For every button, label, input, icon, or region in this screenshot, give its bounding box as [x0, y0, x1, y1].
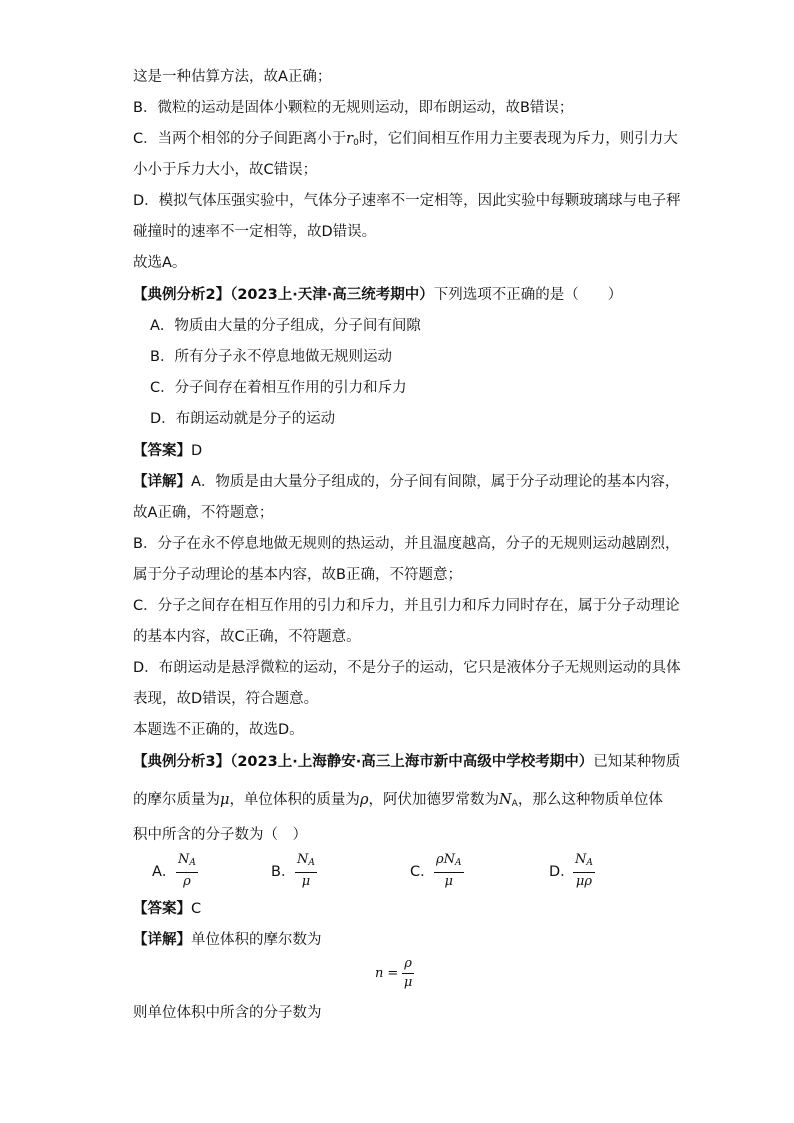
fraction-denominator: μ	[403, 975, 413, 990]
fraction-bar	[295, 872, 317, 873]
math-r: r	[346, 131, 354, 147]
fraction-bar	[176, 872, 198, 873]
fraction	[434, 852, 464, 890]
example-label: 【典例分析3】（2023上·上海静安·高三上海市新中高级中学校考期中）	[133, 754, 594, 770]
example-label: 【典例分析2】（2023上·天津·高三统考期中）	[133, 287, 434, 303]
fraction-numerator: ρN	[436, 852, 456, 867]
fraction-denominator: ρ	[183, 874, 191, 889]
question-line	[133, 790, 663, 814]
detail-text: A．物质是由大量分子组成的，分子间有间隙，属于分子动理论的基本内容，	[191, 474, 680, 490]
fraction-numerator: N	[297, 852, 309, 867]
text-segment: 的摩尔质量为	[133, 792, 220, 808]
text-line: 碰撞时的速率不一定相等，故D错误。	[133, 224, 377, 240]
math-subscript: A	[308, 858, 315, 868]
detail-line	[133, 930, 322, 950]
detail-line: 的基本内容，故C正确，不符题意。	[133, 629, 361, 645]
answer-label: 【答案】	[133, 901, 191, 917]
detail-line: 表现，故D错误，符合题意。	[133, 691, 319, 707]
fraction-denominator: μ	[444, 874, 453, 889]
detail-line: D．布朗运动是悬浮微粒的运动，不是分子的运动，它只是液体分子无规则运动的具体	[133, 660, 681, 676]
math-subscript: A	[511, 799, 518, 809]
text-segment: ，那么这种物质单位体	[517, 792, 663, 808]
fraction-bar	[402, 973, 414, 974]
math-subscript: A	[455, 858, 462, 868]
answer-value: D	[191, 443, 203, 459]
fraction-numerator: N	[178, 852, 190, 867]
fraction-bar	[434, 872, 464, 873]
text-line: 小小于斥力大小，故C错误；	[133, 162, 318, 178]
detail-label: 【详解】	[133, 932, 191, 948]
text-line	[133, 129, 678, 153]
choice-label: A．	[152, 864, 177, 880]
text-segment: 时，它们间相互作用力主要表现为斥力，则引力大	[358, 131, 678, 147]
detail-line: 故A正确，不符题意；	[133, 505, 274, 521]
choice-label: B．	[271, 864, 296, 880]
detail-line: C．分子之间存在相互作用的引力和斥力，并且引力和斥力同时存在，属于分子动理论	[133, 598, 680, 614]
question-text: 下列选项不正确的是（ ）	[433, 287, 623, 303]
option-b: B．所有分子永不停息地做无规则运动	[150, 349, 392, 365]
math-N: N	[498, 792, 512, 808]
text-line: D．模拟气体压强实验中，气体分子速率不一定相等，因此实验中每颗玻璃球与电子秤	[133, 193, 681, 209]
text-segment: ，单位体积的质量为	[229, 792, 360, 808]
math-rho: ρ	[359, 792, 369, 808]
fraction	[402, 956, 414, 991]
formula-n	[375, 956, 414, 991]
text-segment: C．当两个相邻的分子间距离小于	[133, 131, 347, 147]
math-mu: μ	[220, 792, 230, 808]
answer-label: 【答案】	[133, 443, 191, 459]
answer-line	[133, 441, 202, 461]
option-d: D．布朗运动就是分子的运动	[150, 411, 336, 427]
math-subscript: A	[189, 858, 196, 868]
detail-text: 单位体积的摩尔数为	[191, 932, 322, 948]
fraction-numerator: N	[575, 852, 587, 867]
fraction-denominator: μ	[301, 874, 311, 889]
choice-label: D．	[549, 864, 575, 880]
detail-line	[133, 472, 679, 492]
fraction	[295, 852, 317, 890]
text-line: 则单位体积中所含的分子数为	[133, 1005, 322, 1021]
answer-line	[133, 899, 201, 919]
text-line: 故选A。	[133, 255, 187, 271]
text-line: B．微粒的运动是固体小颗粒的无规则运动，即布朗运动，故B错误；	[133, 100, 574, 116]
math-subscript: 0	[353, 138, 359, 148]
option-c: C．分子间存在着相互作用的引力和斥力	[150, 380, 407, 396]
fraction-bar	[573, 872, 595, 873]
fraction	[573, 852, 595, 890]
fraction	[176, 852, 198, 890]
fraction-numerator: ρ	[404, 956, 412, 971]
text-segment: ，阿伏加德罗常数为	[368, 792, 499, 808]
fraction-denominator: μρ	[575, 874, 592, 889]
detail-line: 本题选不正确的，故选D。	[133, 722, 304, 738]
detail-line: B．分子在永不停息地做无规则的热运动，并且温度越高，分子的无规则运动越剧烈，	[133, 536, 680, 552]
example-3-heading	[133, 752, 680, 772]
example-2-heading	[133, 285, 622, 305]
option-a: A．物质由大量的分子组成，分子间有间隙	[150, 318, 421, 334]
answer-value: C	[191, 901, 202, 917]
formula-equals: =	[387, 966, 399, 981]
question-line: 积中所含的分子数为（ ）	[133, 827, 307, 843]
detail-label: 【详解】	[133, 474, 191, 490]
choice-label: C．	[410, 864, 435, 880]
formula-lhs: n	[375, 966, 384, 981]
detail-line: 属于分子动理论的基本内容，故B正确，不符题意；	[133, 567, 462, 583]
math-subscript: A	[586, 858, 593, 868]
question-text: 已知某种物质	[593, 754, 681, 770]
text-line: 这是一种估算方法，故A正确；	[133, 69, 332, 85]
